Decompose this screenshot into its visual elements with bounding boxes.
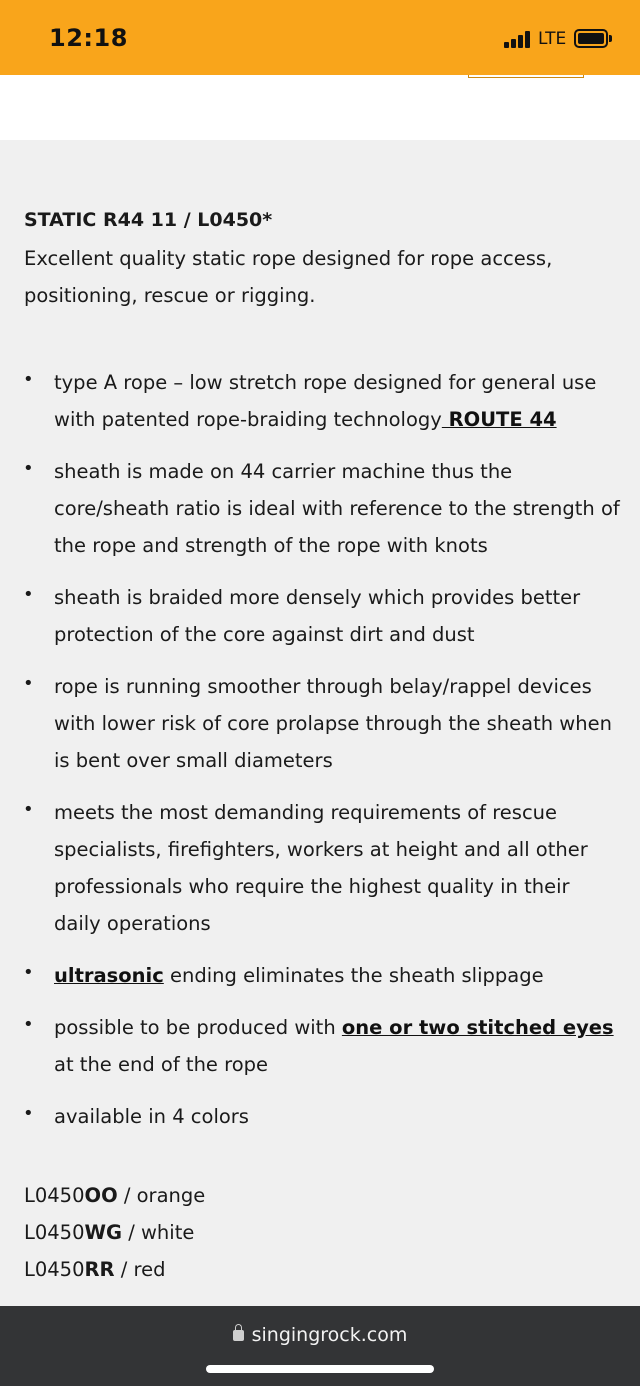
list-item: • sheath is made on 44 carrier machine thus the core/sheath ratio is ideal with reference to the strength of the rope and strength of the rope with knots xyxy=(24,453,620,564)
list-item: • ultrasonic ending eliminates the sheath slippage xyxy=(24,957,620,994)
feature-list xyxy=(24,364,620,1135)
url-display[interactable] xyxy=(0,1324,640,1346)
ultrasonic-link[interactable]: ultrasonic xyxy=(54,964,164,987)
product-intro: Excellent quality static rope designed for rope access, positioning, rescue or rigging. xyxy=(24,247,553,307)
lock-icon xyxy=(233,1330,244,1341)
url-text: singingrock.com xyxy=(251,1324,408,1346)
status-time: 12:18 xyxy=(49,24,128,52)
product-title: STATIC R44 11 / L0450* xyxy=(24,209,273,231)
color-item-orange: L0450OO / orange xyxy=(24,1184,206,1207)
list-item: • possible to be produced with one or two stitched eyes at the end of the rope xyxy=(24,1009,620,1083)
status-bar xyxy=(0,0,640,75)
list-item: • type A rope – low stretch rope designed for general use with patented rope-braiding technology ROUTE 44 xyxy=(24,364,620,438)
battery-icon xyxy=(574,29,608,48)
stitched-eyes-link[interactable]: one or two stitched eyes xyxy=(341,1016,614,1039)
header-button-outline[interactable] xyxy=(468,75,584,78)
list-item: • sheath is braided more densely which provides better protection of the core against dirt and dust xyxy=(24,579,620,653)
list-item: • rope is running smoother through belay/rappel devices with lower risk of core prolapse through the sheath when is bent over small diameters xyxy=(24,668,620,779)
signal-icon xyxy=(504,30,532,48)
route-44-link[interactable]: ROUTE 44 xyxy=(441,408,557,431)
network-type: LTE xyxy=(538,29,567,49)
battery-tip xyxy=(609,35,612,42)
list-item: • meets the most demanding requirements of rescue specialists, firefighters, workers at height and all other professionals who require the highest quality in their daily operations xyxy=(24,794,620,942)
header-area xyxy=(0,75,640,140)
color-list xyxy=(24,1177,620,1288)
color-item-white: L0450WG / white xyxy=(24,1221,195,1244)
article-content xyxy=(24,205,620,1288)
color-item-red: L0450RR / red xyxy=(24,1258,166,1281)
browser-address-bar[interactable] xyxy=(0,1306,640,1386)
list-item: • available in 4 colors xyxy=(24,1098,620,1135)
home-indicator[interactable] xyxy=(206,1365,434,1373)
